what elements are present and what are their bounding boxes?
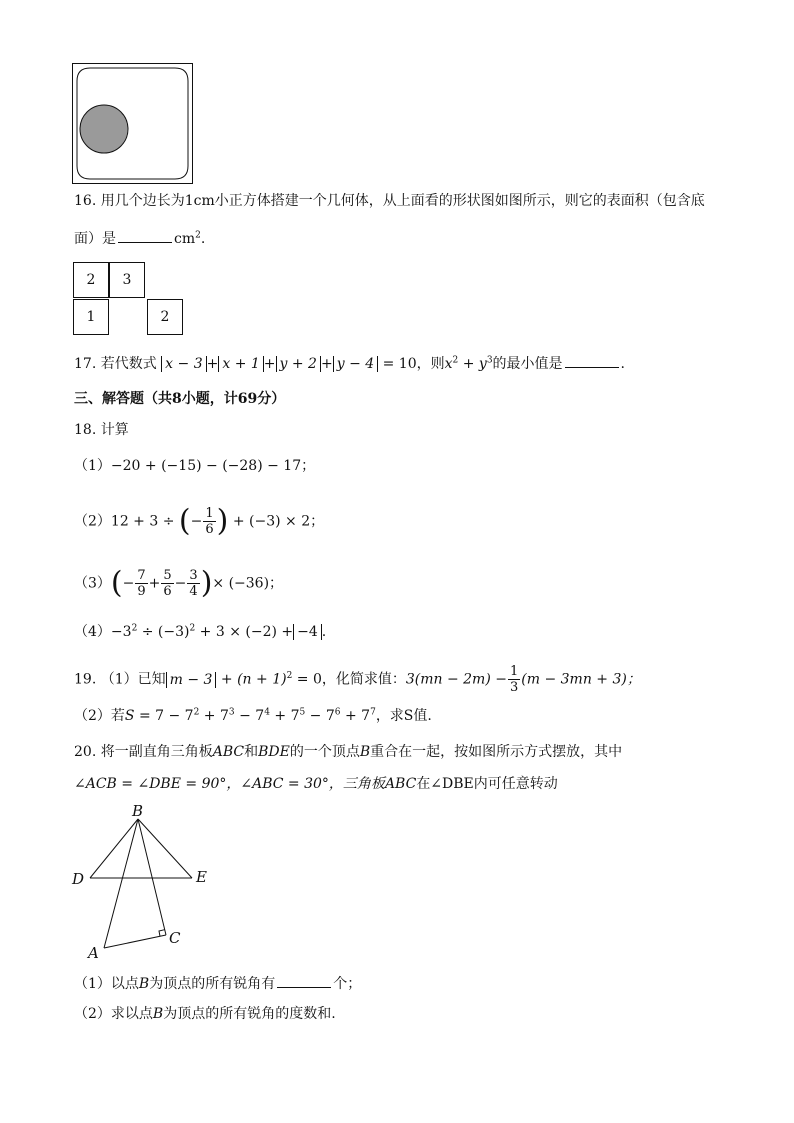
fraction-numerator: 3 [189, 568, 198, 583]
q17-line: 17. 若代数式 x − 3 + x + 1 + y + 2 + y − 4 = 10，则$x^2 + y^3$的最小值是 . [74, 353, 625, 374]
fraction-denominator: 6 [163, 584, 172, 599]
power-term-exponent: 4 [264, 707, 270, 718]
q20-line2-abc: ABC [384, 776, 417, 792]
q18-p3-plus: + [148, 575, 161, 592]
q17-expr-y: y [478, 356, 487, 372]
power-term-base: 7 [361, 708, 371, 724]
q20-and: 和 [244, 744, 259, 760]
q17-abs4: y − 4 [333, 356, 378, 372]
q20-abc: ABC [212, 744, 245, 760]
segment-BD [90, 819, 138, 878]
right-paren: ) [200, 565, 213, 601]
fraction-numerator: 1 [205, 506, 214, 521]
q20-p2-end: 为顶点的所有锐角的度数和. [163, 1006, 336, 1022]
frame-circle-figure [72, 63, 194, 185]
q16-line2 [74, 228, 205, 249]
q16-end: . [200, 231, 206, 247]
q19-p1-sup: 2 [286, 670, 293, 681]
q17-post: 的最小值是 [492, 356, 563, 372]
grid-cell-top-mid: 3 [109, 262, 145, 298]
q20-p1-mid: 为顶点的所有锐角有 [149, 976, 276, 992]
q17-mid: ，则 [416, 356, 445, 372]
q17-abs1: x − 3 [161, 356, 206, 372]
segment-BE [138, 819, 192, 878]
segment-BA [104, 819, 138, 948]
q18-p4-a-sup: 2 [131, 623, 138, 634]
q18-p3-minus1: − [122, 575, 135, 592]
q18-p1-label: （1） [74, 458, 111, 474]
power-term-sign: + [199, 708, 220, 724]
q19-p2-s: S [124, 708, 135, 724]
q16-answer-blank[interactable] [118, 228, 172, 243]
section3-title: 三、解答题（共8小题，计69分） [74, 391, 286, 407]
q20-p2-pre: （2）求以点 [74, 1006, 153, 1022]
q20-part2 [74, 1004, 336, 1024]
grid-cell-top-left: 2 [73, 262, 109, 298]
q18-p2-pre: 12 + 3 ÷ [110, 513, 175, 530]
q18-p3-minus2: − [174, 575, 187, 592]
q16-text-line1: 用几个边长为1cm小正方体搭建一个几何体，从上面看的形状图如图所示，则它的表面积（包含底 [100, 193, 705, 209]
segment-AC [104, 935, 166, 948]
label-D: D [72, 870, 85, 888]
q20-p2-b: B [152, 1006, 164, 1022]
power-term-base: 7 [219, 708, 229, 724]
q20-line1 [74, 742, 622, 762]
right-paren: ) [216, 503, 229, 539]
fraction-denominator: 3 [509, 680, 519, 695]
left-paren: ( [178, 503, 191, 539]
q19-part2 [74, 706, 432, 726]
q20-line1-mid: 的一个顶点 [289, 744, 360, 760]
q20-answer-blank[interactable] [277, 973, 331, 988]
q19-part1 [74, 664, 641, 695]
q17-abs3: y + 2 [276, 356, 321, 372]
q18-p3-fraction2 [161, 568, 173, 599]
fraction-denominator: 6 [205, 522, 214, 537]
q17-abs2: x + 1 [218, 356, 263, 372]
q20-b: B [359, 744, 371, 760]
q20-number: 20. [74, 744, 97, 760]
q18-part4 [74, 622, 326, 642]
power-term-exponent: 6 [334, 707, 341, 718]
q18-part1 [74, 456, 315, 476]
power-term-sign: − [234, 708, 256, 724]
power-term-exponent: 3 [228, 707, 235, 718]
fraction-numerator: 5 [163, 568, 172, 583]
q17-number: 17. [74, 356, 97, 372]
q18-p4-abs: −4 [293, 624, 322, 640]
label-C: C [169, 929, 181, 947]
q19-number: 19. [74, 671, 97, 688]
q16-text-line2: 面）是 [74, 231, 116, 247]
left-paren: ( [110, 565, 123, 601]
q19-p1-label: （1）已知 [100, 671, 166, 688]
q20-line2 [74, 774, 558, 794]
q18-title-line [74, 420, 129, 440]
q17-expr-x-sup: 2 [452, 355, 459, 366]
q18-p4-end: . [321, 624, 327, 640]
q20-line2-a: ∠ACB = ∠DBE = 90°，∠ABC = 30°，三角板 [74, 776, 385, 792]
q20-p1-pre: （1）以点 [74, 976, 139, 992]
power-term-exponent: 2 [193, 707, 200, 718]
q20-triangle-figure [66, 800, 216, 962]
q19-p2-label: （2）若 [74, 708, 125, 724]
q16-unit-sup: 2 [195, 230, 201, 241]
q18-p2-minus: − [190, 513, 203, 530]
q18-part2 [74, 503, 325, 539]
q19-p1-expr2: (m − 3mn + 3)； [521, 671, 641, 688]
power-term-base: 7 [290, 708, 300, 724]
q20-p1-b: B [138, 976, 150, 992]
power-term-base: 7 [325, 708, 335, 724]
power-term-base: 7 [255, 708, 265, 724]
q18-p4-c: + 3 × (−2) + [195, 624, 294, 640]
q18-title: 计算 [100, 422, 129, 438]
fraction-denominator: 9 [137, 584, 146, 599]
q20-line1-text: 将一副直角三角板 [100, 744, 213, 760]
q16-top-view-grid [73, 262, 185, 338]
power-term-exponent: 7 [370, 707, 376, 718]
q17-expr-y-sup: 3 [486, 355, 493, 366]
q17-pre: 若代数式 [100, 356, 157, 372]
q16-number: 16. [74, 193, 97, 209]
fraction-numerator: 1 [509, 664, 519, 679]
power-term-sign: + [269, 708, 291, 724]
q18-p2-fraction [203, 506, 215, 537]
q18-part3 [74, 565, 284, 601]
q19-p2-power-terms [194, 708, 376, 724]
q18-p1-expr: −20 + (−15) − (−28) − 17； [110, 458, 316, 474]
q18-p4-a: −3 [110, 624, 132, 640]
q19-p1-plus: + (n + 1) [216, 671, 287, 688]
q19-p1-eq: = 0，化简求值： [292, 671, 406, 688]
q20-line2-b: 在∠DBE内可任意转动 [416, 776, 558, 792]
label-B: B [132, 802, 144, 820]
q18-p3-fraction1 [135, 568, 147, 599]
q18-p2-post: + (−3) × 2； [232, 513, 325, 530]
power-term-sign: + [340, 708, 362, 724]
q20-bde: BDE [258, 744, 290, 760]
label-A: A [88, 944, 99, 962]
q18-number: 18. [74, 422, 97, 438]
q19-p1-expr1: 3(mn − 2m) − [405, 671, 507, 688]
q20-line1-end: 重合在一起，按如图所示方式摆放，其中 [370, 744, 623, 760]
q19-p2-expr: = 7 − 7 [134, 708, 194, 724]
label-E: E [196, 868, 207, 886]
grid-cell-bottom-left: 1 [73, 299, 109, 335]
q18-p3-fraction3 [187, 568, 199, 599]
q19-p1-fraction [508, 664, 520, 695]
q18-p2-label: （2） [74, 513, 111, 530]
q19-p1-abs: m − 3 [166, 672, 217, 688]
fraction-numerator: 7 [137, 568, 146, 583]
q16-unit: cm [174, 231, 196, 247]
q20-part1 [74, 973, 361, 994]
q20-p1-end: 个； [333, 976, 362, 992]
q17-expr-x: x [444, 356, 453, 372]
q19-p2-post: ，求S值. [375, 708, 432, 724]
grey-circle [80, 105, 128, 153]
q17-end: . [620, 356, 625, 372]
q18-p4-b: ÷ (−3) [137, 624, 190, 640]
q18-p4-b-sup: 2 [189, 623, 196, 634]
q18-p4-label: （4） [74, 624, 111, 640]
power-term-sign: − [305, 708, 326, 724]
q17-eq: = 10 [382, 356, 417, 372]
grid-cell-bottom-right: 2 [147, 299, 183, 335]
q17-expr-plus: + [458, 356, 479, 372]
q17-answer-blank[interactable] [565, 353, 619, 368]
q16-line1 [74, 191, 705, 211]
power-term-exponent: 5 [299, 707, 306, 718]
segment-BC [138, 819, 166, 935]
q18-p3-post: × (−36)； [212, 575, 284, 592]
fraction-denominator: 4 [189, 584, 198, 599]
q18-p3-label: （3） [74, 575, 111, 592]
